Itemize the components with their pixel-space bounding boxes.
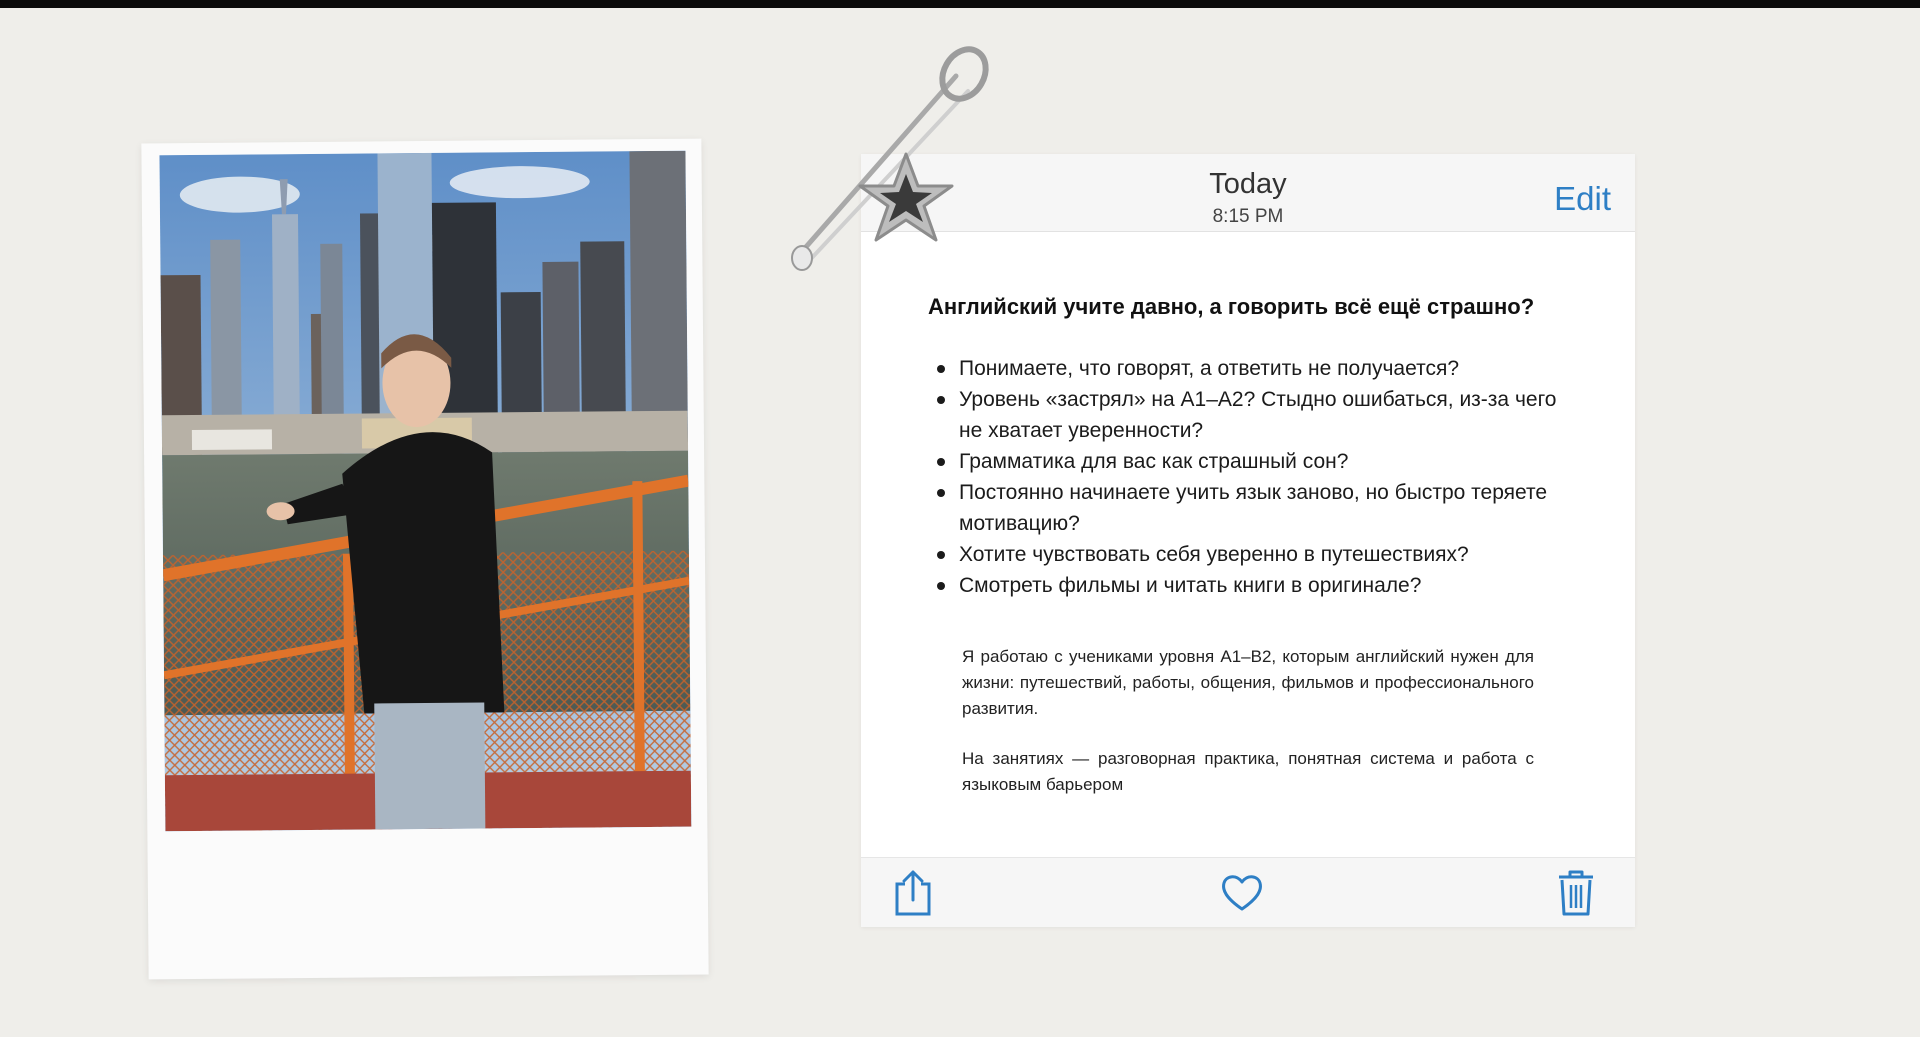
list-item: Уровень «застрял» на А1–А2? Стыдно ошибаться, из-за чего не хватает уверенности? bbox=[959, 384, 1569, 446]
safety-pin-decoration bbox=[786, 36, 1006, 296]
bullet-list bbox=[959, 353, 1569, 601]
photo bbox=[159, 151, 691, 832]
trash-icon[interactable] bbox=[1556, 868, 1596, 922]
note-toolbar bbox=[861, 857, 1635, 927]
note-time: 8:15 PM bbox=[1212, 206, 1284, 227]
list-item: Смотреть фильмы и читать книги в оригинале? bbox=[959, 570, 1569, 601]
note-date-title: Today bbox=[1209, 168, 1287, 200]
polaroid-frame bbox=[141, 139, 708, 980]
list-item: Хотите чувствовать себя уверенно в путешествиях? bbox=[959, 539, 1569, 570]
list-item: Грамматика для вас как страшный сон? bbox=[959, 446, 1569, 477]
list-item: Постоянно начинаете учить язык заново, но быстро теряете мотивацию? bbox=[959, 477, 1569, 539]
note-headline: Английский учите давно, а говорить всё ещё страшно? bbox=[928, 294, 1535, 319]
list-item: Понимаете, что говорят, а ответить не получается? bbox=[959, 353, 1569, 384]
note-paragraph-lessons: На занятиях — разговорная практика, понятная система и работа с языковым барьером bbox=[962, 749, 1534, 794]
share-icon[interactable] bbox=[891, 868, 935, 922]
heart-icon[interactable] bbox=[1220, 872, 1264, 916]
top-bar bbox=[0, 0, 1920, 8]
note-paragraph-about: Я работаю с учениками уровня А1–В2, которым английский нужен для жизни: путешествий, работы, общения, фильмов и профессионального развития. bbox=[962, 647, 1534, 718]
edit-button[interactable]: Edit bbox=[1554, 180, 1611, 217]
